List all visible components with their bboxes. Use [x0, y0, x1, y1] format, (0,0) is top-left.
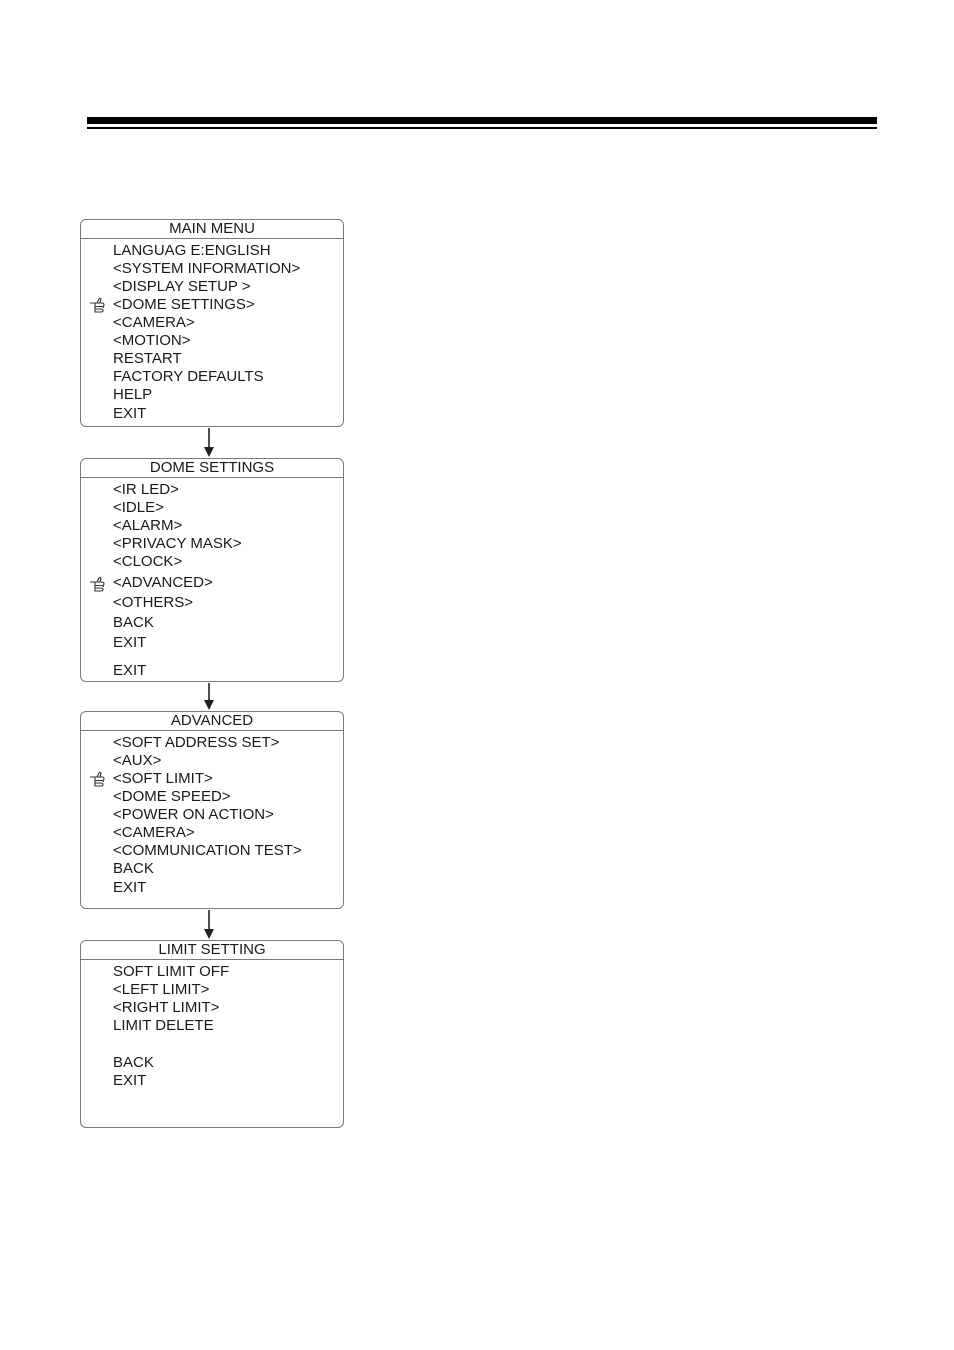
menu-item-communication-test[interactable]: <COMMUNICATION TEST> — [113, 842, 302, 859]
menu-item-others[interactable]: <OTHERS> — [113, 594, 194, 611]
menu-item-back[interactable]: BACK — [113, 860, 154, 877]
arrow-down-icon — [200, 683, 218, 711]
pointing-hand-icon — [89, 297, 111, 313]
menu-item-left-limit[interactable]: <LEFT LIMIT> — [113, 981, 210, 998]
menu-item-exit[interactable]: EXIT — [113, 634, 147, 651]
main-menu-panel — [80, 219, 344, 427]
menu-item-clock[interactable]: <CLOCK> — [113, 553, 183, 570]
menu-title: LIMIT SETTING — [81, 941, 343, 960]
menu-title: ADVANCED — [81, 712, 343, 731]
dome-settings-panel — [80, 458, 344, 682]
menu-item-back[interactable]: BACK — [113, 1054, 154, 1071]
menu-item-dome-settings[interactable]: <DOME SETTINGS> — [113, 296, 255, 313]
header-rule-thick — [87, 117, 877, 124]
arrow-down-icon — [200, 428, 218, 458]
menu-item-exit[interactable]: EXIT — [113, 405, 147, 422]
menu-item-power-on-action[interactable]: <POWER ON ACTION> — [113, 806, 274, 823]
menu-item-soft-limit[interactable]: <SOFT LIMIT> — [113, 770, 213, 787]
menu-item-exit-2[interactable]: EXIT — [113, 662, 147, 679]
menu-item-soft-limit-off[interactable]: SOFT LIMIT OFF — [113, 963, 230, 980]
menu-item-exit[interactable]: EXIT — [113, 1072, 147, 1089]
menu-item-ir-led[interactable]: <IR LED> — [113, 481, 179, 498]
menu-title: DOME SETTINGS — [81, 459, 343, 478]
menu-item-system-information[interactable]: <SYSTEM INFORMATION> — [113, 260, 301, 277]
menu-item-exit[interactable]: EXIT — [113, 879, 147, 896]
header-rule-thin — [87, 127, 877, 129]
menu-item-right-limit[interactable]: <RIGHT LIMIT> — [113, 999, 220, 1016]
menu-item-restart[interactable]: RESTART — [113, 350, 182, 367]
menu-item-camera[interactable]: <CAMERA> — [113, 314, 195, 331]
menu-item-dome-speed[interactable]: <DOME SPEED> — [113, 788, 231, 805]
pointing-hand-icon — [89, 576, 111, 592]
menu-item-camera[interactable]: <CAMERA> — [113, 824, 195, 841]
menu-item-language[interactable]: LANGUAG E:ENGLISH — [113, 242, 271, 259]
arrow-down-icon — [200, 910, 218, 940]
menu-item-factory-defaults[interactable]: FACTORY DEFAULTS — [113, 368, 264, 385]
menu-item-help[interactable]: HELP — [113, 386, 153, 403]
menu-item-limit-delete[interactable]: LIMIT DELETE — [113, 1017, 214, 1034]
menu-item-motion[interactable]: <MOTION> — [113, 332, 191, 349]
menu-item-privacy-mask[interactable]: <PRIVACY MASK> — [113, 535, 242, 552]
menu-title: MAIN MENU — [81, 220, 343, 239]
limit-setting-panel — [80, 940, 344, 1128]
menu-item-display-setup[interactable]: <DISPLAY SETUP > — [113, 278, 251, 295]
menu-item-back[interactable]: BACK — [113, 614, 154, 631]
menu-item-alarm[interactable]: <ALARM> — [113, 517, 183, 534]
pointing-hand-icon — [89, 771, 111, 787]
menu-item-idle[interactable]: <IDLE> — [113, 499, 164, 516]
menu-item-advanced[interactable]: <ADVANCED> — [113, 574, 213, 591]
menu-item-soft-address-set[interactable]: <SOFT ADDRESS SET> — [113, 734, 280, 751]
advanced-panel — [80, 711, 344, 909]
menu-item-aux[interactable]: <AUX> — [113, 752, 162, 769]
